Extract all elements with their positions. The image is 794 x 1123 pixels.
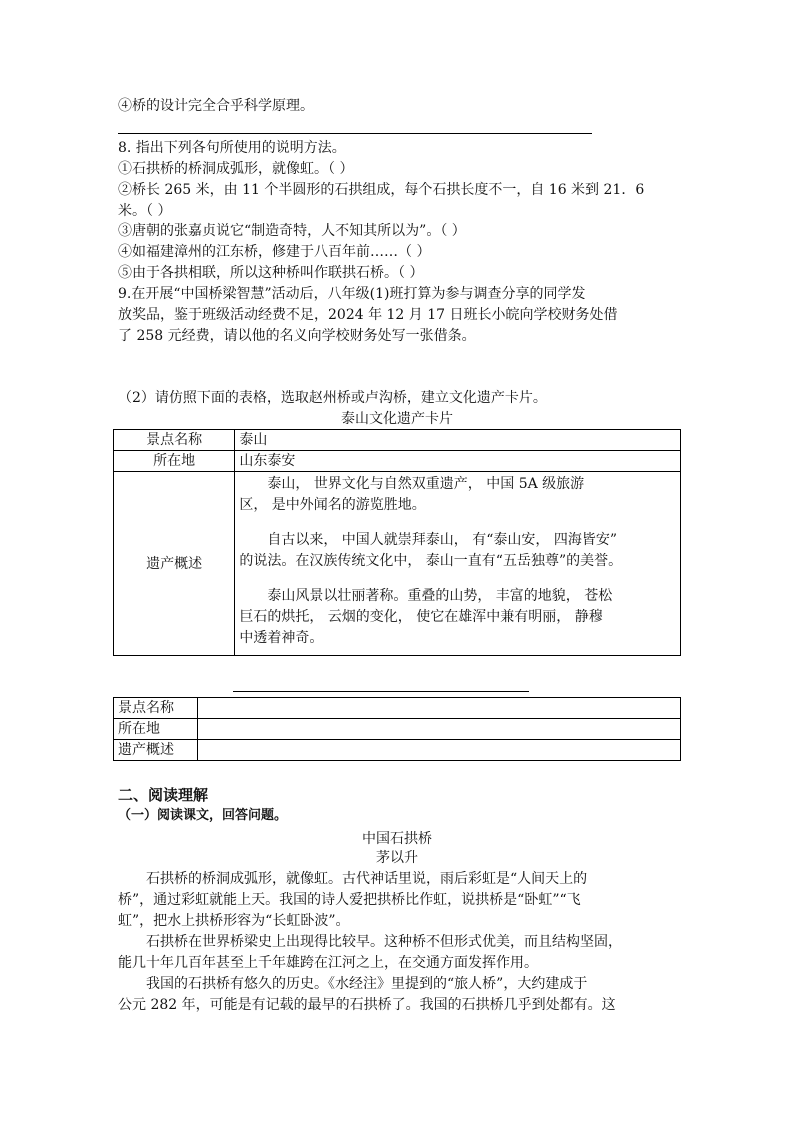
- blank-desc-cell[interactable]: [197, 740, 680, 761]
- q9-line-2: 放奖品，鉴于班级活动经费不足，2024 年 12 月 17 日班长小皖向学校财务处借: [118, 307, 618, 323]
- card-title-blank: [233, 691, 529, 692]
- blank-card-table: [113, 697, 681, 761]
- desc-p3c: 中透着神奇。: [239, 630, 324, 646]
- para-1-line-3: 虹”，把水上拱桥形容为“长虹卧波”。: [118, 913, 350, 929]
- answer-line: [118, 133, 592, 134]
- section-heading: 二、阅读理解: [118, 786, 209, 804]
- location-label: 所在地: [114, 451, 235, 472]
- card-instruction: （2）请仿照下面的表格，选取赵州桥或卢沟桥，建立文化遗产卡片。: [118, 390, 547, 406]
- name-value: 泰山: [235, 430, 681, 451]
- blank-name-label: 景点名称: [114, 698, 198, 719]
- card-title: 泰山文化遗产卡片: [341, 411, 453, 427]
- para-1-line-1: 石拱桥的桥洞成弧形，就像虹。古代神话里说，雨后彩虹是“人间天上的: [146, 871, 588, 887]
- q8-item-2-cont: 米。（ ）: [118, 203, 172, 219]
- article-author: 茅以升: [376, 850, 418, 866]
- blank-desc-label: 遗产概述: [114, 740, 198, 761]
- para-2-line-2: 能几十年几百年甚至上千年雄跨在江河之上，在交通方面发挥作用。: [118, 955, 538, 971]
- q7-item-4: ④桥的设计完全合乎科学原理。: [118, 98, 314, 114]
- desc-p2a: 自古以来， 中国人就崇拜泰山， 有“泰山安， 四海皆安”: [267, 532, 618, 548]
- q8-title: 8. 指出下列各句所使用的说明方法。: [118, 140, 346, 156]
- subsection-heading: （一）阅读课文，回答问题。: [118, 808, 288, 823]
- desc-p3b: 巨石的烘托， 云烟的变化， 使它在雄浑中兼有明丽， 静穆: [239, 609, 603, 625]
- example-card-table: [113, 429, 681, 656]
- location-value: 山东泰安: [235, 451, 681, 472]
- desc-value: [235, 472, 681, 656]
- desc-p1a: 泰山， 世界文化与自然双重遗产， 中国 5A 级旅游: [267, 476, 585, 492]
- q8-item-2: ②桥长 265 米，由 11 个半圆形的石拱组成，每个石拱长度不一，自 16 米到 21．6: [118, 182, 645, 198]
- para-1-line-2: 桥”，通过彩虹就能上天。我国的诗人爱把拱桥比作虹，说拱桥是“卧虹”“飞: [118, 892, 581, 908]
- para-2-line-1: 石拱桥在世界桥梁史上出现得比较早。这种桥不但形式优美，而且结构坚固，: [146, 934, 622, 950]
- blank-location-cell[interactable]: [197, 719, 680, 740]
- q8-item-3: ③唐朝的张嘉贞说它“制造奇特，人不知其所以为”。（ ）: [118, 223, 466, 239]
- desc-label: 遗产概述: [114, 472, 235, 656]
- article-title: 中国石拱桥: [362, 831, 432, 847]
- para-3-line-2: 公元 282 年，可能是有记载的最早的石拱桥了。我国的石拱桥几乎到处都有。这: [118, 997, 616, 1013]
- desc-p3a: 泰山风景以壮丽著称。重叠的山势， 丰富的地貌， 苍松: [267, 588, 613, 604]
- blank-name-cell[interactable]: [197, 698, 680, 719]
- q9-line-1: 9.在开展“中国桥梁智慧”活动后，八年级(1)班打算为参与调查分享的同学发: [118, 286, 586, 302]
- q8-item-4: ④如福建漳州的江东桥，修建于八百年前……（ ）: [118, 244, 431, 260]
- desc-p1b: 区， 是中外闻名的游览胜地。: [239, 497, 426, 513]
- para-3-line-1: 我国的石拱桥有悠久的历史。《水经注》里提到的“旅人桥”，大约建成于: [146, 976, 588, 992]
- desc-p2b: 的说法。在汉族传统文化中， 泰山一直有“五岳独尊”的美誉。: [239, 553, 623, 569]
- name-label: 景点名称: [114, 430, 235, 451]
- q9-line-3: 了 258 元经费，请以他的名义向学校财务处写一张借条。: [118, 328, 476, 344]
- q8-item-5: ⑤由于各拱相联，所以这种桥叫作联拱石桥。（ ）: [118, 265, 424, 281]
- blank-location-label: 所在地: [114, 719, 198, 740]
- q8-item-1: ①石拱桥的桥洞成弧形，就像虹。（ ）: [118, 161, 354, 177]
